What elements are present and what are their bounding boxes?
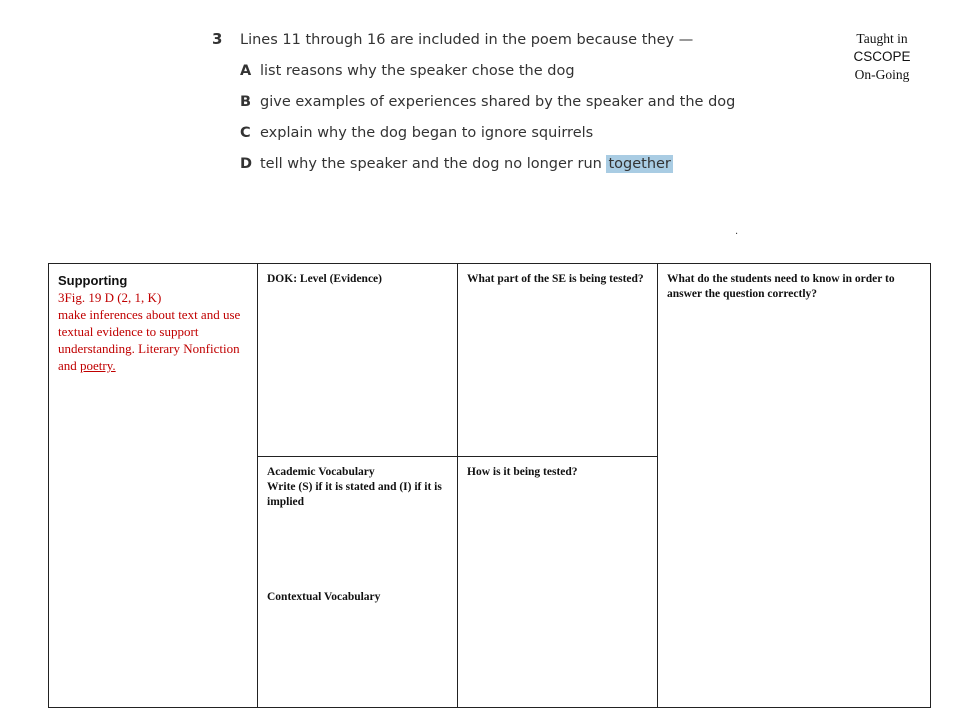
taught-line-3: On-Going xyxy=(854,67,910,82)
option-a xyxy=(212,63,812,79)
supporting-cell xyxy=(49,264,258,708)
write-instruction: Write (S) if it is stated and (I) if it is implied xyxy=(267,481,442,508)
question-stem-row xyxy=(212,30,812,48)
se-code: 3Fig. 19 D (2, 1, K) xyxy=(58,290,162,305)
option-d xyxy=(212,156,812,172)
option-b xyxy=(212,94,812,110)
know-header: What do the students need to know in order to answer the question correctly? xyxy=(667,273,895,300)
se-part-header: What part of the SE is being tested? xyxy=(467,273,644,285)
taught-note xyxy=(830,30,934,84)
se-part-cell[interactable] xyxy=(458,264,658,457)
option-text: list reasons why the speaker chose the dog xyxy=(260,63,575,79)
se-description: make inferences about text and use textual evidence to support understanding. Literary Nonfiction and poetry. xyxy=(58,307,241,373)
highlighted-word: together xyxy=(608,156,671,172)
academic-vocab-label: Academic Vocabulary xyxy=(267,466,375,478)
dok-cell[interactable] xyxy=(258,264,458,457)
question-stem: Lines 11 through 16 are included in the poem because they — xyxy=(240,32,694,48)
option-text: give examples of experiences shared by the speaker and the dog xyxy=(260,94,736,110)
vocabulary-cell[interactable] xyxy=(258,457,458,708)
question-number: 3 xyxy=(212,30,223,48)
option-c xyxy=(212,125,812,141)
option-letter: A xyxy=(240,63,252,79)
taught-line-2: CSCOPE xyxy=(853,49,911,64)
option-text: tell why the speaker and the dog no longer run xyxy=(260,156,602,172)
question-block xyxy=(212,30,812,172)
know-cell[interactable] xyxy=(658,264,931,708)
contextual-vocab-label: Contextual Vocabulary xyxy=(267,591,381,603)
how-tested-header: How is it being tested? xyxy=(467,466,578,478)
option-letter: B xyxy=(240,94,252,110)
dok-header: DOK: Level (Evidence) xyxy=(267,273,382,285)
se-underlined-word: poetry. xyxy=(80,358,116,373)
supporting-title: Supporting xyxy=(58,273,128,288)
how-tested-cell[interactable] xyxy=(458,457,658,708)
analysis-table xyxy=(48,263,931,708)
option-letter: D xyxy=(240,156,253,172)
option-text: explain why the dog began to ignore squirrels xyxy=(260,125,594,141)
stray-dot: . xyxy=(735,226,739,237)
option-letter: C xyxy=(240,125,251,141)
taught-line-1: Taught in xyxy=(856,31,908,46)
